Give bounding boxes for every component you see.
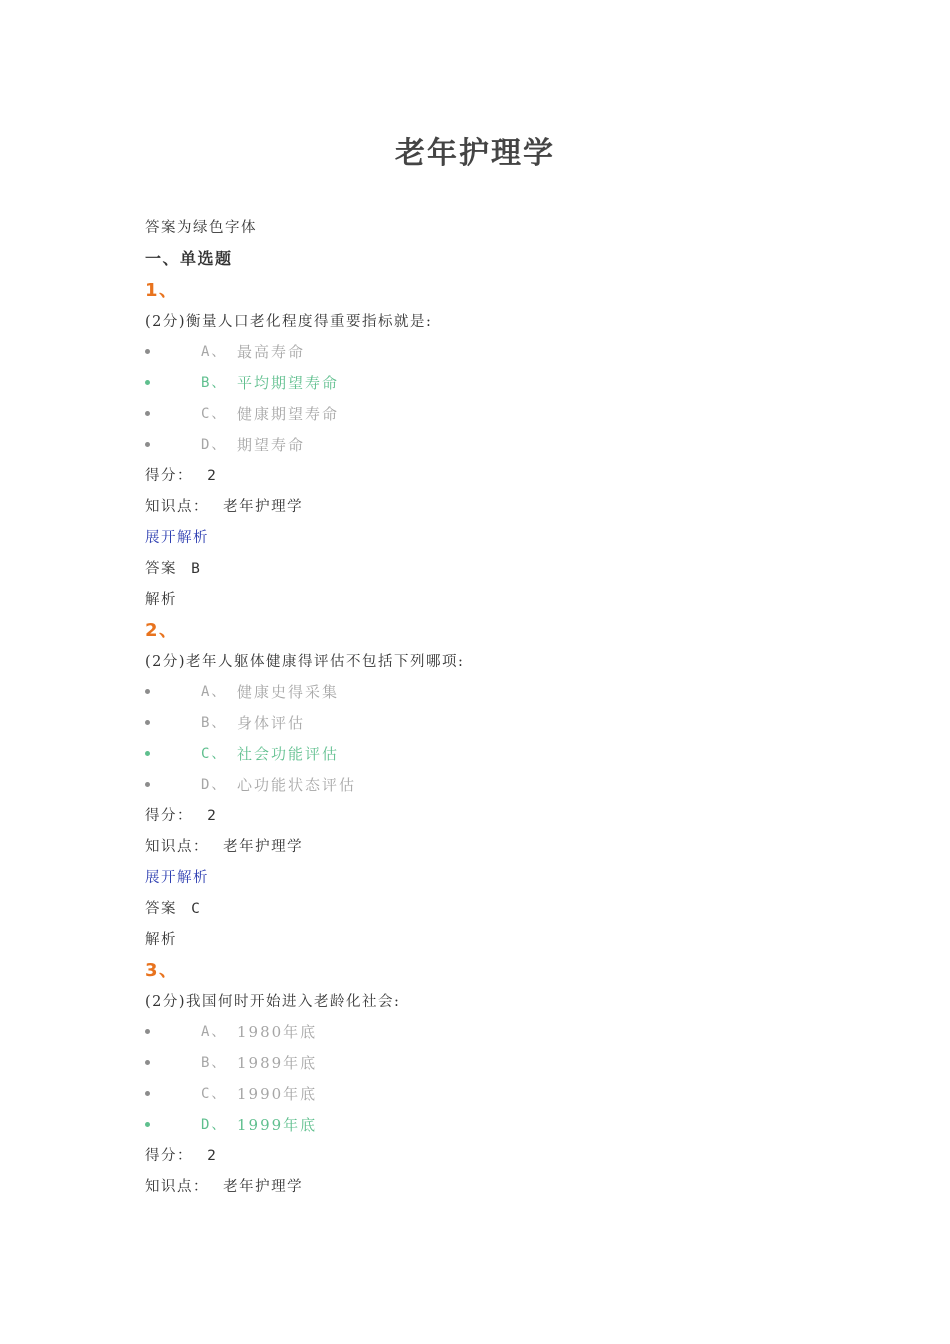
knowledge-line [145,837,303,857]
answer-color-note: 答案为绿色字体 [145,220,257,236]
knowledge-line [145,1177,303,1197]
option-letter: C、 [201,746,228,762]
answer-line [145,559,201,579]
option-letter: D、 [201,777,228,793]
option-text: 最高寿命 [237,343,306,361]
score-line [145,1146,217,1166]
option-letter: C、 [201,1086,228,1102]
document-title: 老年护理学 [395,136,555,171]
answer-label: 答案 [145,561,177,577]
option-letter: B、 [201,1055,228,1071]
answer-label: 答案 [145,901,177,917]
answer-line [145,899,201,919]
score-value: 2 [207,468,218,484]
analysis-label: 解析 [145,932,177,948]
score-label: 得分： [145,1148,193,1164]
answer-value: C [191,901,202,917]
option-text: 健康史得采集 [237,683,340,701]
question-number: 2、 [145,620,179,641]
option-letter: A、 [201,684,228,700]
score-value: 2 [207,808,218,824]
option-text: 健康期望寿命 [237,405,340,423]
option-letter: C、 [201,406,228,422]
bullet-icon [145,349,150,354]
bullet-icon [145,380,150,385]
bullet-icon [145,411,150,416]
bullet-icon [145,782,150,787]
option-text: 1990年底 [237,1085,318,1103]
section-heading: 一、单选题 [145,249,233,268]
knowledge-label: 知识点： [145,1179,209,1195]
score-line [145,466,217,486]
bullet-icon [145,751,150,756]
knowledge-label: 知识点： [145,839,209,855]
bullet-icon [145,1122,150,1127]
option-letter: A、 [201,1024,228,1040]
bullet-icon [145,1060,150,1065]
bullet-icon [145,1029,150,1034]
question-number: 3、 [145,960,179,981]
question-prompt: (2分)衡量人口老化程度得重要指标就是: [145,314,433,330]
answer-value: B [191,561,202,577]
option-text: 1999年底 [237,1116,318,1134]
expand-analysis-link[interactable]: 展开解析 [145,530,209,546]
score-label: 得分： [145,808,193,824]
option-letter: B、 [201,375,228,391]
knowledge-value: 老年护理学 [223,499,304,515]
option-letter: B、 [201,715,228,731]
bullet-icon [145,689,150,694]
option-text: 身体评估 [237,714,306,732]
analysis-label: 解析 [145,592,177,608]
question-prompt: (2分)老年人躯体健康得评估不包括下列哪项: [145,654,465,670]
option-text: 期望寿命 [237,436,306,454]
option-text: 平均期望寿命 [237,374,340,392]
option-text: 社会功能评估 [237,745,340,763]
question-number: 1、 [145,280,179,301]
bullet-icon [145,1091,150,1096]
option-text: 1989年底 [237,1054,318,1072]
option-letter: A、 [201,344,228,360]
option-letter: D、 [201,437,228,453]
knowledge-value: 老年护理学 [223,839,304,855]
option-letter: D、 [201,1117,228,1133]
expand-analysis-link[interactable]: 展开解析 [145,870,209,886]
knowledge-value: 老年护理学 [223,1179,304,1195]
question-prompt: (2分)我国何时开始进入老龄化社会: [145,994,401,1010]
knowledge-line [145,497,303,517]
score-label: 得分： [145,468,193,484]
bullet-icon [145,442,150,447]
score-line [145,806,217,826]
score-value: 2 [207,1148,218,1164]
knowledge-label: 知识点： [145,499,209,515]
option-text: 心功能状态评估 [237,776,357,794]
option-text: 1980年底 [237,1023,318,1041]
bullet-icon [145,720,150,725]
